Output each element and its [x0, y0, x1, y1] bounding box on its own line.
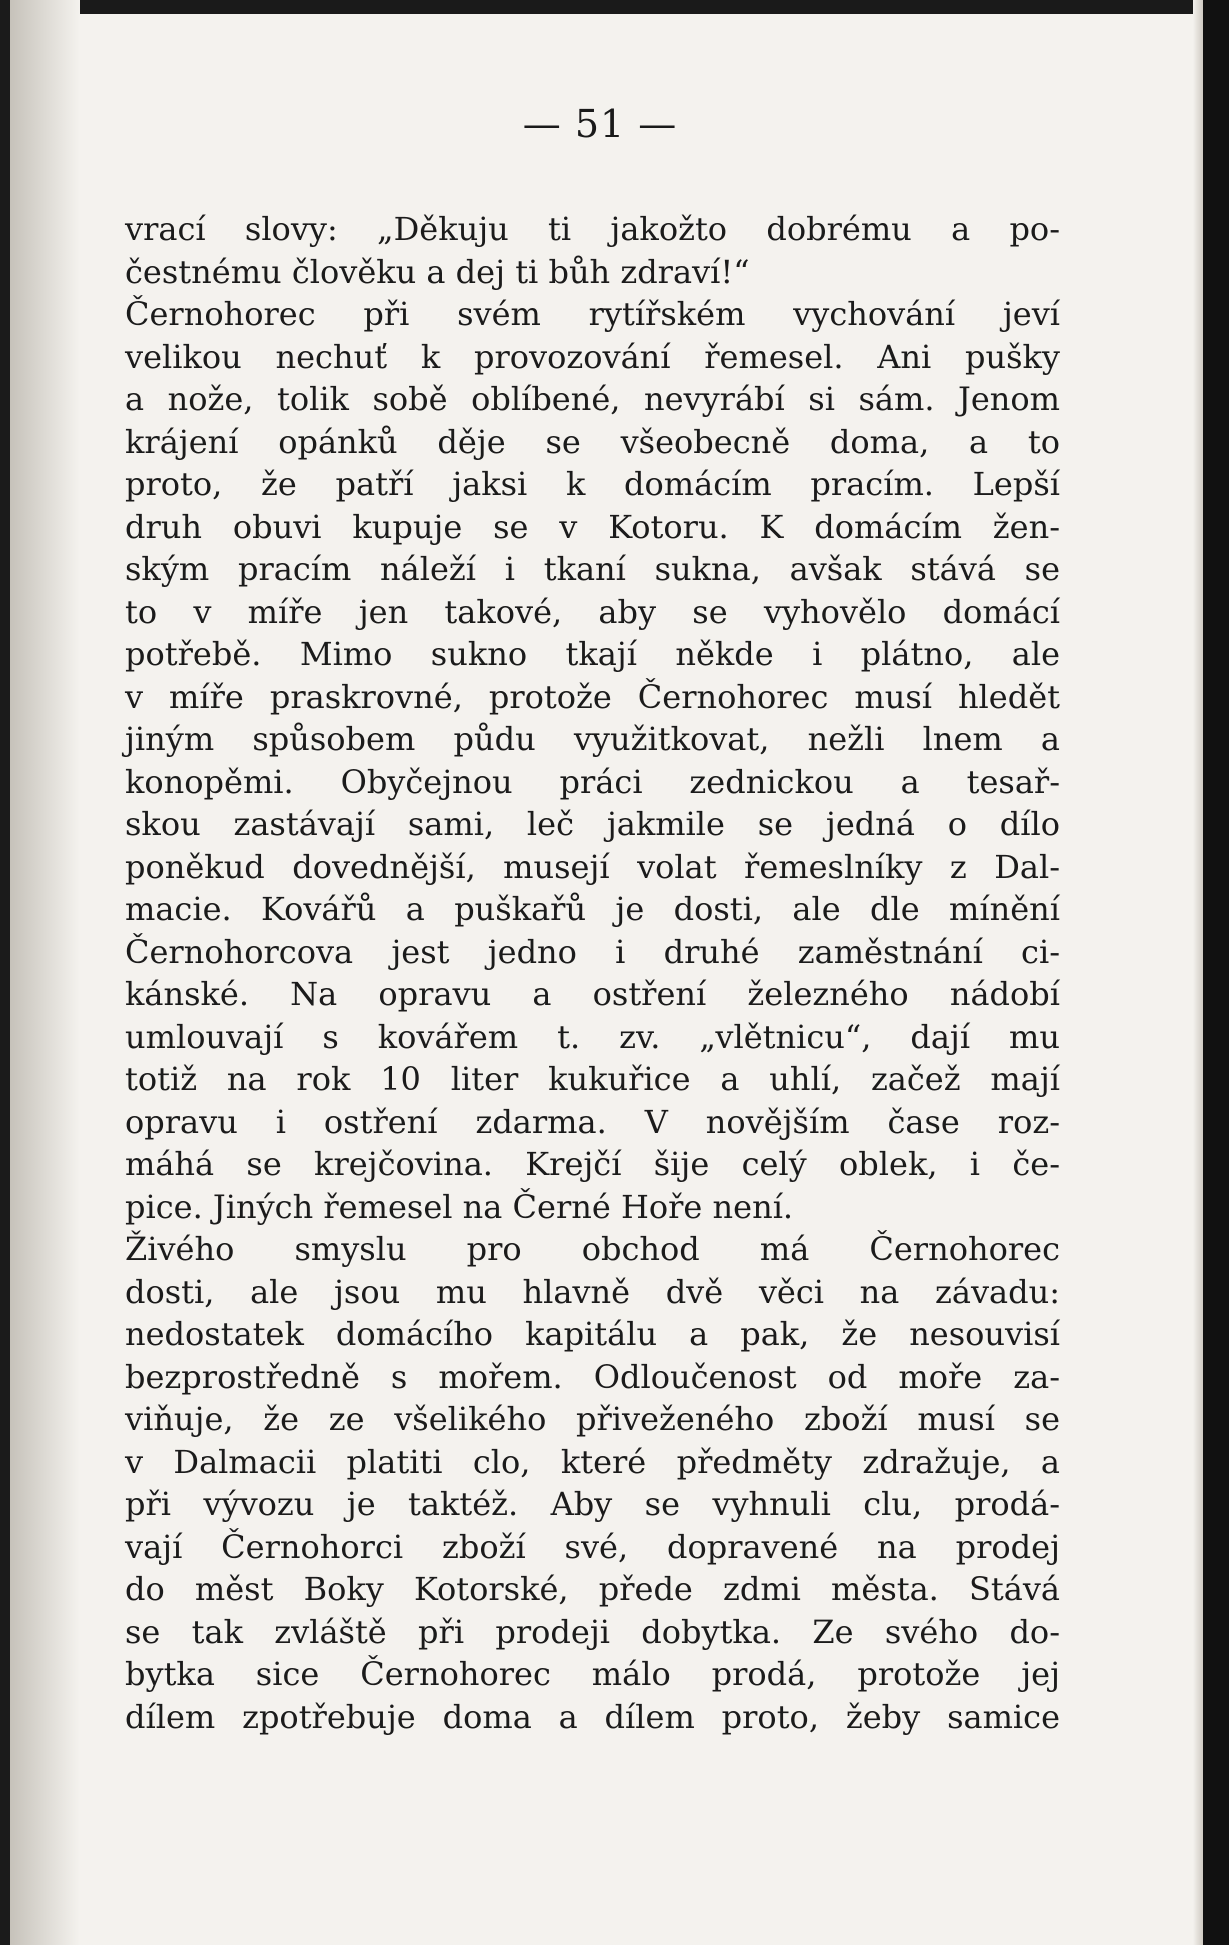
text-line: proto, že patří jaksi k domácím pracím. Lepší: [125, 465, 1060, 503]
text-line: a nože, tolik sobě oblíbené, nevyrábí si sám. Jenom: [125, 380, 1060, 418]
text-line: viňuje, že ze všelikého přiveženého zboží musí se: [125, 1400, 1060, 1438]
text-line: kánské. Na opravu a ostření železného nádobí: [125, 975, 1060, 1013]
text-line: skou zastávají sami, leč jakmile se jedná o dílo: [125, 805, 1060, 843]
text-line: v Dalmacii platiti clo, které předměty zdražuje, a: [125, 1442, 1060, 1481]
text-line: Černohorcova jest jedno i druhé zaměstnání ci-: [125, 932, 1060, 971]
text-line: ským pracím náleží i tkaní sukna, avšak stává se: [125, 550, 1060, 588]
text-line: bytka sice Černohorec málo prodá, protože jej: [125, 1655, 1060, 1693]
text-line: v míře praskrovné, protože Černohorec musí hledět: [125, 677, 1060, 716]
body-text: [125, 208, 1060, 1738]
text-line: druh obuvi kupuje se v Kotoru. K domácím žen-: [125, 507, 1060, 546]
text-line: velikou nechuť k provozování řemesel. Ani pušky: [125, 337, 1060, 376]
text-line: konopěmi. Obyčejnou práci zednickou a tesař-: [125, 762, 1060, 801]
text-line: opravu i ostření zdarma. V novějším čase roz-: [125, 1102, 1060, 1141]
text-line: to v míře jen takové, aby se vyhovělo domácí: [125, 592, 1060, 631]
scan-left-shade: [10, 0, 80, 1945]
text-line: vrací slovy: „Děkuju ti jakožto dobrému a po-: [125, 210, 1060, 248]
text-line: máhá se krejčovina. Krejčí šije celý oblek, i če-: [125, 1145, 1060, 1183]
text-line: dílem zpotřebuje doma a dílem proto, žeby samice: [125, 1697, 1060, 1736]
text-line: se tak zvláště při prodeji dobytka. Ze svého do-: [125, 1612, 1060, 1651]
text-line: Živého smyslu pro obchod má Černohorec: [125, 1230, 1060, 1268]
text-line: krájení opánků děje se všeobecně doma, a to: [125, 422, 1060, 461]
scan-left-edge: [0, 0, 10, 1945]
text-line: při vývozu je taktéž. Aby se vyhnuli clu, prodá-: [125, 1485, 1060, 1523]
scan-right-shade: [1193, 0, 1203, 1945]
text-line: nedostatek domácího kapitálu a pak, že nesouvisí: [125, 1315, 1060, 1353]
scan-top-edge: [0, 0, 1229, 14]
text-line: macie. Kovářů a puškařů je dosti, ale dle mínění: [125, 890, 1060, 928]
text-line: totiž na rok 10 liter kukuřice a uhlí, začež mají: [125, 1060, 1060, 1098]
text-line: čestnému člověku a dej ti bůh zdraví!“: [125, 252, 750, 291]
scan-right-edge: [1203, 0, 1229, 1945]
text-line: bezprostředně s mořem. Odloučenost od moře za-: [125, 1357, 1060, 1396]
text-line: dosti, ale jsou mu hlavně dvě věci na závadu:: [125, 1272, 1060, 1311]
text-line: potřebě. Mimo sukno tkají někde i plátno, ale: [125, 635, 1060, 673]
text-line: do měst Boky Kotorské, přede zdmi města. Stává: [125, 1570, 1060, 1608]
text-line: pice. Jiných řemesel na Černé Hoře není.: [125, 1187, 794, 1226]
text-line: Černohorec při svém rytířském vychování jeví: [125, 295, 1060, 333]
text-line: jiným spůsobem půdu využitkovat, nežli lnem a: [125, 720, 1060, 758]
page-number: — 51 —: [522, 102, 678, 146]
text-line: poněkud dovednější, musejí volat řemeslníky z Dal-: [125, 847, 1060, 886]
text-line: umlouvají s kovářem t. zv. „vlětnicu“, dají mu: [125, 1017, 1060, 1056]
text-line: vají Černohorci zboží své, dopravené na prodej: [125, 1527, 1060, 1566]
